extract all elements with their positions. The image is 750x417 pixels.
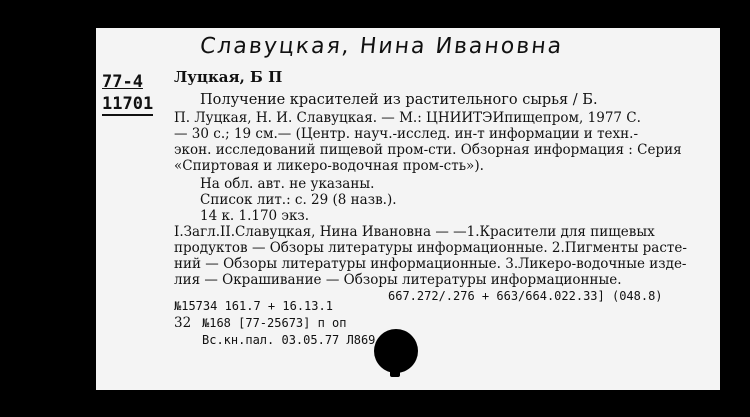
entry-line: «Спиртовая и ликеро-водочная пром-сть»). <box>174 158 484 174</box>
scan-border-left <box>0 0 96 417</box>
entry-line: лия — Окрашивание — Обзоры литературы информационные. <box>174 272 622 288</box>
entry-line: экон. исследований пищевой пром-сти. Обзорная информация : Серия <box>174 142 682 158</box>
footer-line-1: №15734 161.7 + 16.13.1 <box>174 299 333 313</box>
entry-line: I.Загл.II.Славуцкая, Нина Ивановна — —1.Красители для пищевых <box>174 224 655 240</box>
shelfmark-line-2: 11701 <box>102 94 154 114</box>
shelfmark-line-1: 77-4 <box>102 72 143 92</box>
entry-line: — 30 с.; 19 см.— (Центр. науч.-исслед. ин-т информации и техн.- <box>174 126 639 142</box>
entry-line: Список лит.: с. 29 (8 назв.). <box>200 192 397 208</box>
entry-line: П. Луцкая, Н. И. Славуцкая. — М.: ЦНИИТЭИпищепром, 1977 С. <box>174 110 641 126</box>
handwritten-name: Славуцкая, Нина Ивановна <box>198 34 565 59</box>
footer-line-2: №168 [77-25673] п оп <box>202 316 347 330</box>
footer-line-3: Вс.кн.пал. 03.05.77 Л869 <box>202 333 376 347</box>
entry-heading: Луцкая, Б П <box>174 68 283 86</box>
entry-line: ний — Обзоры литературы информационные. 3.Ликеро-водочные изде- <box>174 256 687 272</box>
entry-line: 14 к. 1.170 экз. <box>200 208 310 224</box>
entry-line: продуктов — Обзоры литературы информационные. 2.Пигменты расте- <box>174 240 687 256</box>
entry-line: Получение красителей из растительного сырья / Б. <box>200 92 598 108</box>
footer-prefix: 32 <box>174 315 192 331</box>
entry-line: На обл. авт. не указаны. <box>200 176 375 192</box>
ink-blot <box>374 329 418 373</box>
classification-line: 667.272/.276 + 663/664.022.33] (048.8) <box>388 289 663 303</box>
